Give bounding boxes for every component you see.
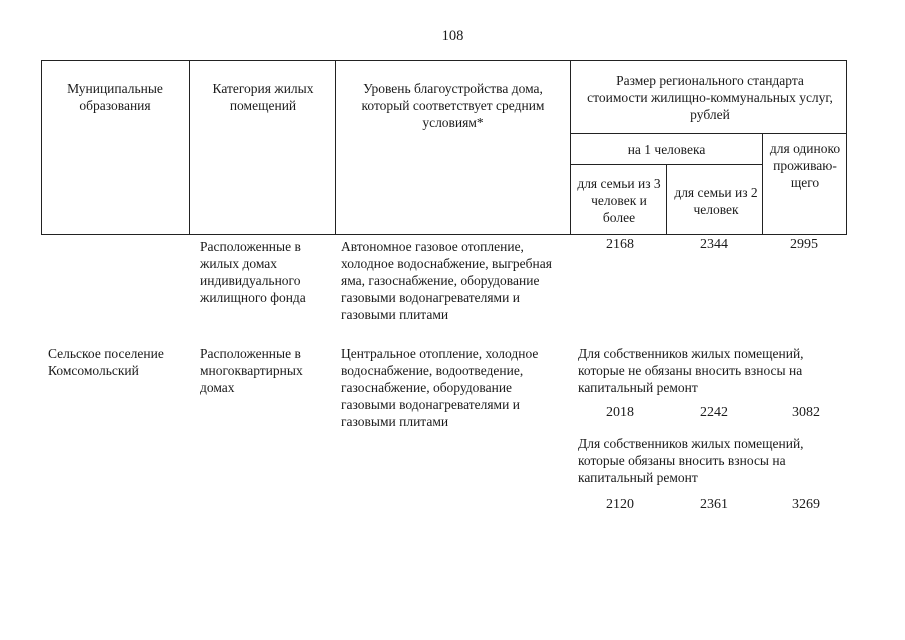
row1-value-family-2: 2344 [700, 237, 728, 252]
page-number: 108 [441, 28, 464, 44]
row2b-value-family-2: 2361 [700, 497, 728, 512]
note-no-capital-repair: Для собственников жилых помещений, которые не обязаны вносить взносы на капитальный ремонт [578, 346, 804, 395]
row1-category: Расположенные в жилых домах индивидуального жилищного фонда [200, 239, 306, 305]
header-single: для одиноко проживаю-щего [769, 141, 841, 190]
table-top-border [41, 60, 847, 61]
header-family-3: для семьи из 3 человек и более [577, 176, 661, 225]
header-amenities: Уровень благоустройства дома, который соответствует средним условиям* [361, 81, 545, 130]
row2-amenities: Центральное отопление, холодное водоснабжение, водоотведение, газоснабжение, оборудование газовыми водонагревателями и газовыми плитами [341, 346, 539, 429]
col-divider-0 [41, 60, 42, 235]
row2a-value-family-2: 2242 [700, 405, 728, 420]
header-bottom-border [41, 234, 847, 235]
row2a-value-single: 3082 [792, 405, 820, 420]
note-capital-repair: Для собственников жилых помещений, которые обязаны вносить взносы на капитальный ремонт [578, 436, 804, 485]
header-standard-size: Размер регионального стандарта стоимости жилищно-коммунальных услуг, рублей [587, 73, 833, 122]
header-family-2: для семьи из 2 человек [674, 185, 758, 217]
row1-amenities: Автономное газовое отопление, холодное водоснабжение, выгребная яма, газоснабжение, оборудование газовыми водонагревателями и газовыми плитами [341, 239, 552, 322]
row2-category: Расположенные в многоквартирных домах [200, 346, 303, 395]
row1-value-single: 2995 [790, 237, 818, 252]
header-category: Категория жилых помещений [212, 81, 314, 113]
row2b-value-single: 3269 [792, 497, 820, 512]
col-divider-1 [189, 60, 190, 235]
header-municipalities: Муниципальные образования [67, 81, 163, 113]
subheader-divider [570, 133, 847, 134]
col-divider-6 [846, 60, 847, 235]
row2b-value-family-3: 2120 [606, 497, 634, 512]
col-divider-4 [666, 164, 667, 235]
header-per-person: на 1 человека [627, 142, 706, 157]
row2a-value-family-3: 2018 [606, 405, 634, 420]
row2-municipality: Сельское поселение Комсомольский [48, 346, 164, 378]
col-divider-2 [335, 60, 336, 235]
row1-value-family-3: 2168 [606, 237, 634, 252]
